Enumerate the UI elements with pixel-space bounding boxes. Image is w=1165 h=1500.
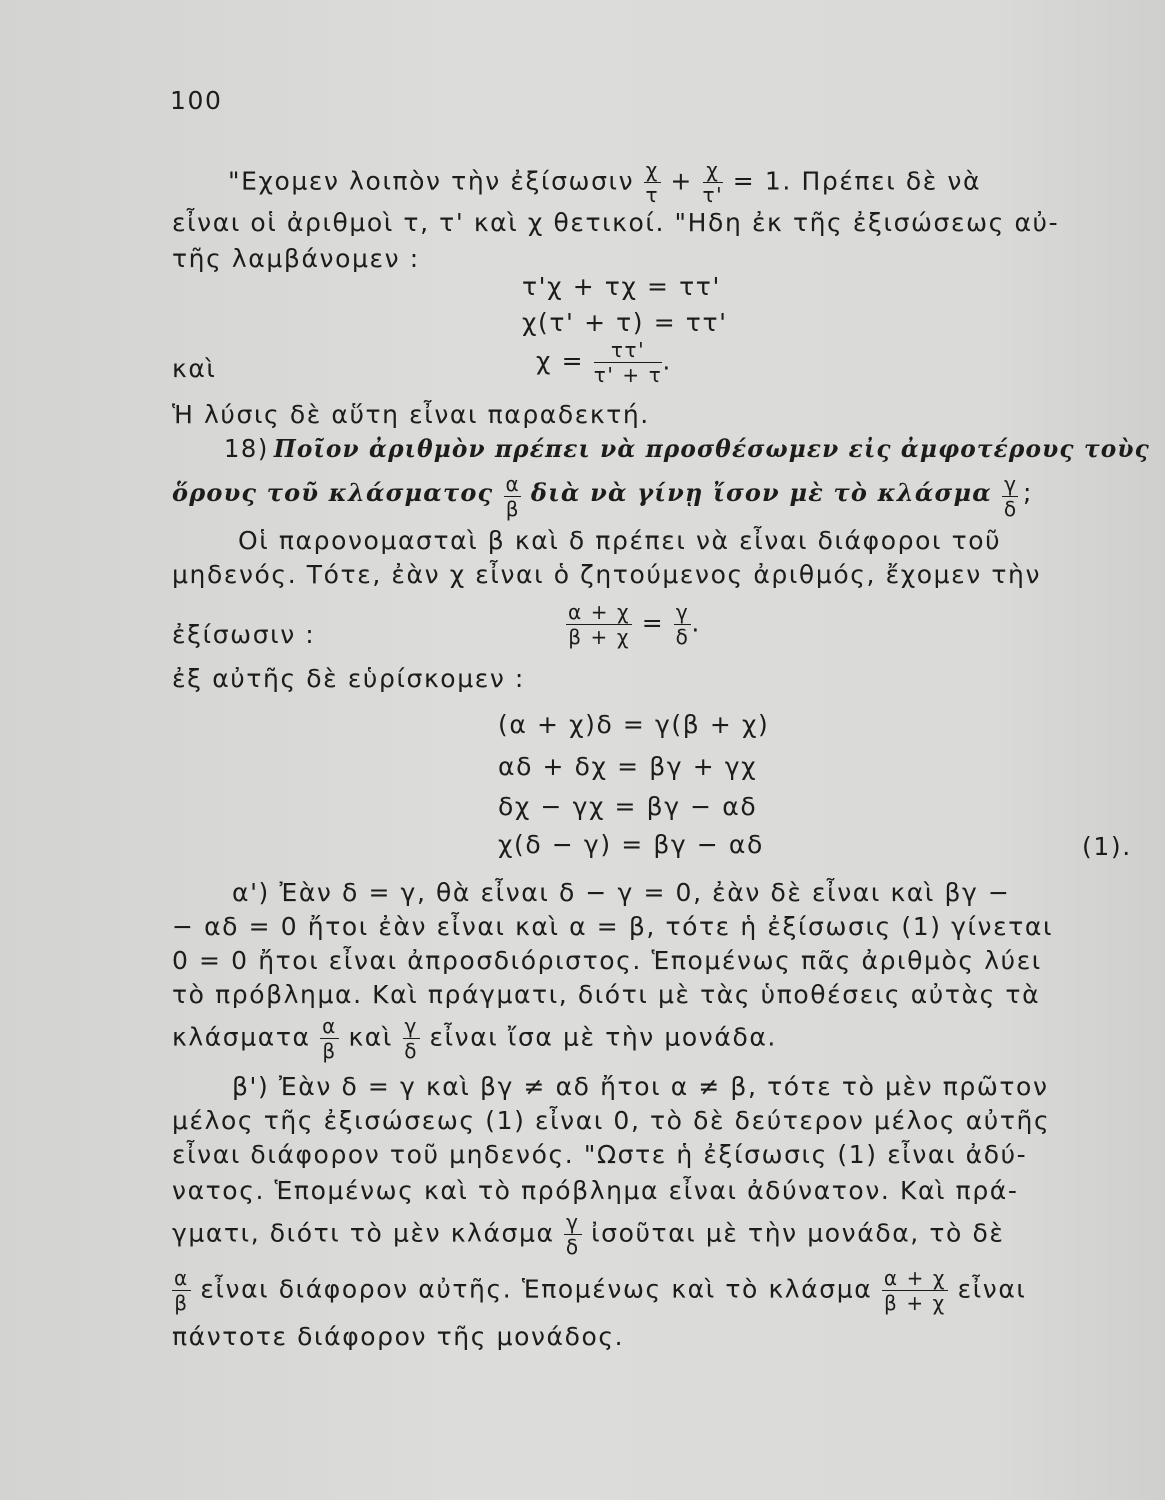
case-b-line7: πάντοτε διάφορον τῆς μονάδος. xyxy=(172,1322,625,1351)
para1-line3: τῆς λαμβάνομεν : xyxy=(172,244,420,273)
para1-line2: εἶναι οἱ ἀριθμοὶ τ, τ' καὶ χ θετικοί. "Ηδη ἐκ τῆς ἐξισώσεως αὐ- xyxy=(172,208,1060,237)
equation-a3: χ = $\frac{\tau\tau'}{\tau' + \tau}$ . xyxy=(536,338,672,387)
equation-a2: χ(τ' + τ) = ττ' xyxy=(522,308,728,337)
para2-line4: ἐξ αὐτῆς δὲ εὑρίσκομεν : xyxy=(172,664,525,693)
para1-line1: "Εχομεν λοιπὸν τὴν ἐξίσωσιν $\frac{\chi}{\tau}$ + $\frac{\chi}{\tau'}$ = 1. Πρέπει δὲ νὰ xyxy=(228,158,982,207)
fraction-x-over-t: $\frac{\chi}{\tau}$ xyxy=(645,158,660,207)
case-b-line5: γματι, διότι τὸ μὲν κλάσμα $\frac{\gamma}{\delta}$ ἰσοῦται μὲ τὴν μονάδα, τὸ δὲ xyxy=(172,1210,1005,1259)
fraction-x-over-t-prime: $\frac{\chi}{\tau'}$ xyxy=(702,158,724,207)
case-a-line4: τὸ πρόβλημα. Καὶ πράγματι, διότι μὲ τὰς ὑποθέσεις αὐτὰς τὰ xyxy=(172,980,1041,1009)
kai-label: καὶ xyxy=(172,354,217,383)
page-number: 100 xyxy=(170,86,223,115)
case-a-line5: κλάσματα $\frac{\alpha}{\beta}$ καὶ $\frac{\gamma}{\delta}$ εἶναι ἴσα μὲ τὴν μονάδα. xyxy=(172,1014,777,1063)
fraction-a-over-b-2: $\frac{\alpha}{\beta}$ xyxy=(322,1014,337,1063)
fraction-g-over-d-4: $\frac{\gamma}{\delta}$ xyxy=(565,1210,580,1259)
para2-line1: Οἱ παρονομασταὶ β καὶ δ πρέπει νὰ εἶναι διάφοροι τοῦ xyxy=(238,526,1002,555)
fraction-a-plus-x-2: $\frac{\alpha + \chi}{\beta + \chi}$ xyxy=(883,1266,947,1315)
equation-b4: χ(δ − γ) = βγ − αδ xyxy=(498,830,764,859)
equation-number: (1). xyxy=(1082,832,1132,861)
case-b-line4: νατος. Ἑπομένως καὶ τὸ πρόβλημα εἶναι ἀδύνατον. Καὶ πρά- xyxy=(172,1176,1019,1205)
case-b-line2: μέλος τῆς ἐξισώσεως (1) εἶναι 0, τὸ δὲ δεύτερον μέλος αὐτῆς xyxy=(172,1106,1051,1135)
para2-line2: μηδενός. Τότε, ἐὰν χ εἶναι ὁ ζητούμενος ἀριθμός, ἔχομεν τὴν xyxy=(172,560,1042,589)
fraction-g-over-d-3: $\frac{\gamma}{\delta}$ xyxy=(404,1014,419,1063)
fraction-g-over-d-2: $\frac{\gamma}{\delta}$ xyxy=(675,600,690,649)
acceptable-solution: Ἡ λύσις δὲ αὕτη εἶναι παραδεκτή. xyxy=(172,400,650,429)
equation-b3: δχ − γχ = βγ − αδ xyxy=(498,792,758,821)
equation-a1: τ'χ + τχ = ττ' xyxy=(522,272,721,301)
case-a-line1: α') Ἐὰν δ = γ, θὰ εἶναι δ − γ = 0, ἐὰν δὲ εἶναι καὶ βγ − xyxy=(232,878,1011,907)
equation-ratio: $\frac{\alpha + \chi}{\beta + \chi}$ = $\frac{\gamma}{\delta}$ . xyxy=(568,600,701,649)
equation-b1: (α + χ)δ = γ(β + χ) xyxy=(498,710,770,739)
case-a-line3: 0 = 0 ἤτοι εἶναι ἀπροσδιόριστος. Ἑπομένως πᾶς ἀριθμὸς λύει xyxy=(172,946,1042,975)
case-a-line2: − αδ = 0 ἤτοι ἐὰν εἶναι καὶ α = β, τότε ἡ ἐξίσωσις (1) γίνεται xyxy=(172,912,1054,941)
fraction-g-over-d: $\frac{\gamma}{\delta}$ xyxy=(1003,472,1017,521)
problem-18-line2: ὅρους τοῦ κλάσματος $\frac{\alpha}{\beta}$ διὰ νὰ γίνῃ ἴσον μὲ τὸ κλάσμα $\frac{\gamma}{\delta}$ ; xyxy=(172,472,1034,521)
fraction-tt-over-sum: $\frac{\tau\tau'}{\tau' + \tau}$ xyxy=(593,338,663,387)
case-b-line6: $\frac{\alpha}{\beta}$ εἶναι διάφορον αὐτῆς. Ἑπομένως καὶ τὸ κλάσμα $\frac{\alpha + \chi}{\beta + \chi}$ εἶναι xyxy=(174,1266,1027,1315)
problem-18-line1: 18) Ποῖον ἀριθμὸν πρέπει νὰ προσθέσωμεν εἰς ἀμφοτέρους τοὺς xyxy=(224,434,1150,463)
fraction-a-plus-x: $\frac{\alpha + \chi}{\beta + \chi}$ xyxy=(568,600,631,649)
case-b-line3: εἶναι διάφορον τοῦ μηδενός. "Ωστε ἡ ἐξίσωσις (1) εἶναι ἀδύ- xyxy=(172,1140,1028,1169)
equation-label: ἐξίσωσιν : xyxy=(172,620,316,649)
fraction-a-over-b: $\frac{\alpha}{\beta}$ xyxy=(505,472,519,521)
fraction-a-over-b-3: $\frac{\alpha}{\beta}$ xyxy=(174,1266,189,1315)
equation-b2: αδ + δχ = βγ + γχ xyxy=(498,752,758,781)
case-b-line1: β') Ἐὰν δ = γ καὶ βγ ≠ αδ ἤτοι α ≠ β, τότε τὸ μὲν πρῶτον xyxy=(232,1072,1049,1101)
